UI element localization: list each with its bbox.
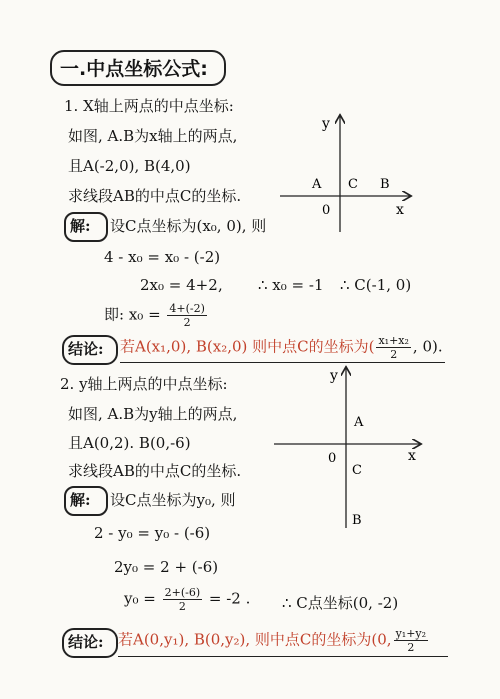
part1-heading: 1. X轴上两点的中点坐标: [64, 97, 234, 115]
part1-conclusion-den: 2 [390, 348, 398, 361]
part1-y-axis-label: y [322, 116, 330, 132]
part1-problem-line1: 如图, A.B为x轴上的两点, [68, 127, 238, 145]
part2-problem-line3: 求线段AB的中点C的坐标. [68, 462, 242, 480]
part1-point-c-label: C [348, 177, 358, 192]
part1-eq2-comma: , [218, 276, 223, 294]
part2-conclusion-num: y₁+y₂ [395, 627, 427, 640]
part2-eq3-num: 2+(-6) [164, 586, 201, 599]
part1-solve-label: 解: [70, 217, 91, 235]
part1-problem-line2: 且A(-2,0), B(4,0) [68, 157, 191, 175]
part1-eq1: 4 - x₀ = x₀ - (-2) [104, 248, 221, 266]
section-title: 一.中点坐标公式: [60, 58, 208, 80]
part1-conclusion-end: , 0). [412, 337, 443, 356]
part2-conclusion-fraction [394, 627, 428, 654]
part2-x-axis-label: x [408, 448, 416, 464]
part2-problem-line1: 如图, A.B为y轴上的两点, [68, 405, 238, 423]
part2-conclusion-text: 若A(0,y₁), B(0,y₂), 则中点C的坐标为(0, [118, 630, 392, 649]
part1-eq2: 2x₀ = 4+2 [140, 276, 218, 294]
part2-point-a-label: A [354, 415, 364, 430]
part1-point-b-label: B [380, 177, 390, 192]
part1-origin-label: 0 [322, 203, 331, 218]
part2-conclusion-den: 2 [407, 641, 415, 654]
part2-point-c-label: C [352, 463, 362, 478]
part1-eq5-fraction [167, 302, 207, 329]
part2-problem-line2: 且A(0,2). B(0,-6) [68, 434, 191, 452]
part1-solve-text: 设C点坐标为(x₀, 0), 则 [110, 217, 267, 235]
part2-eq3-fraction [163, 586, 203, 613]
part2-eq3-prefix: y₀ = [124, 589, 156, 608]
part2-solve-text: 设C点坐标为y₀, 则 [110, 491, 236, 509]
part2-eq1: 2 - y₀ = y₀ - (-6) [94, 524, 211, 542]
part1-eq5-den: 2 [183, 316, 191, 329]
part1-eq5 [104, 302, 209, 329]
part2-conclusion-underline [118, 656, 448, 657]
part1-point-a-label: A [312, 177, 322, 192]
part2-eq3 [124, 586, 250, 613]
part1-x-axis-label: x [396, 202, 404, 218]
part1-conclusion-fraction [376, 334, 410, 361]
part2-origin-label: 0 [328, 451, 337, 466]
part1-conclusion-num: x₁+x₂ [378, 334, 409, 347]
part2-conclusion-label: 结论: [68, 633, 104, 651]
part2-graph [270, 362, 430, 532]
part1-conclusion-text: 若A(x₁,0), B(x₂,0) 则中点C的坐标为( [120, 337, 375, 356]
part1-graph [278, 110, 418, 235]
part2-eq3-den: 2 [178, 600, 186, 613]
part1-conclusion-label: 结论: [68, 340, 104, 358]
part2-conclusion [118, 627, 430, 654]
part1-eq5-num: 4+(-2) [169, 302, 205, 315]
part2-solve-label: 解: [70, 491, 91, 509]
part2-point-b-label: B [352, 513, 362, 528]
part2-eq3-suffix: = -2 . [208, 589, 251, 608]
part2-eq4: ∴ C点坐标(0, -2) [282, 594, 399, 612]
part2-heading: 2. y轴上两点的中点坐标: [60, 375, 228, 393]
part1-eq4: ∴ C(-1, 0) [340, 276, 412, 294]
part1-conclusion [120, 334, 443, 361]
part1-eq5-prefix: 即: x₀ = [104, 305, 161, 324]
part2-eq2: 2y₀ = 2 + (-6) [114, 558, 219, 576]
part1-problem-line3: 求线段AB的中点C的坐标. [68, 187, 242, 205]
part2-y-axis-label: y [330, 368, 338, 384]
part1-eq3: ∴ x₀ = -1 [258, 276, 324, 294]
